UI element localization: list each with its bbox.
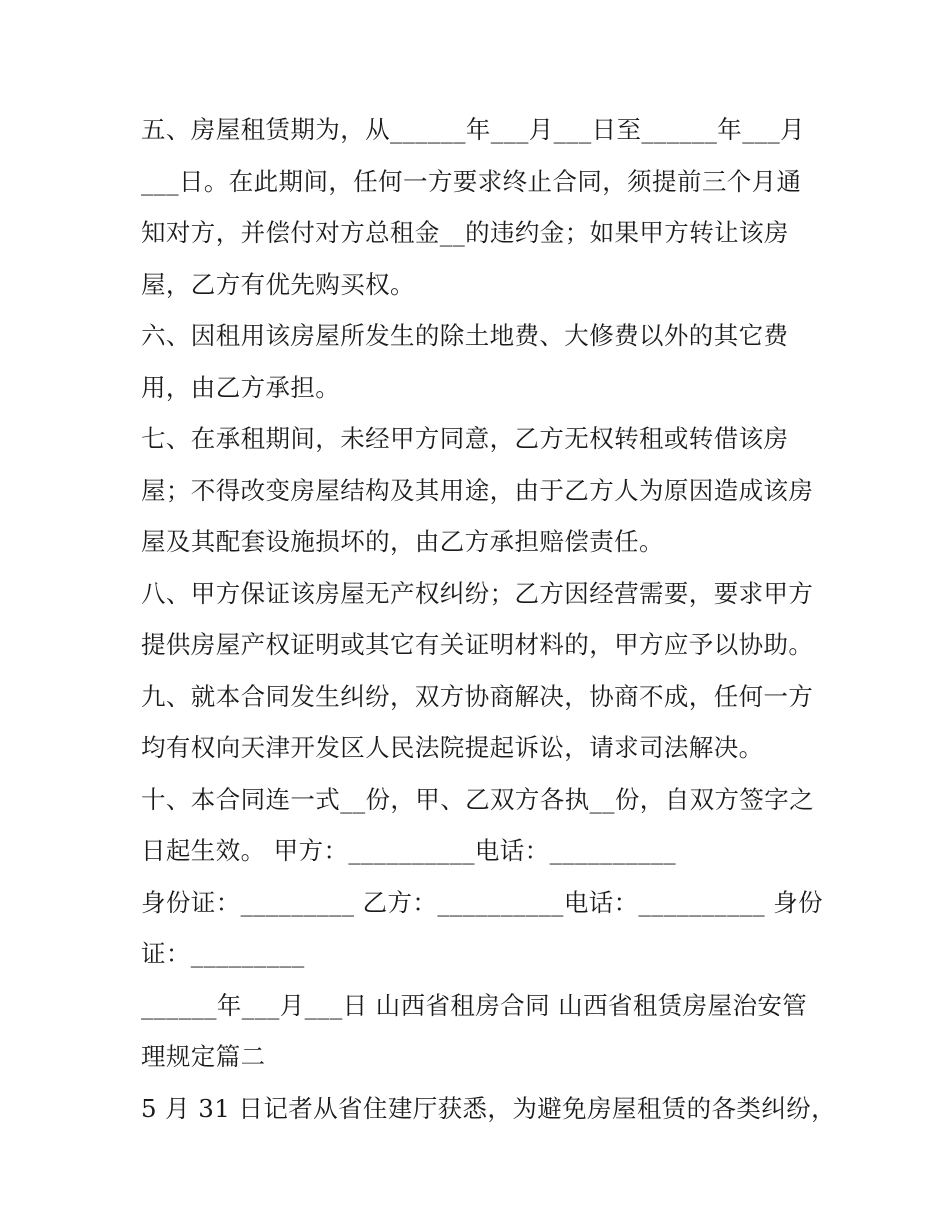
document-body: [141, 104, 837, 1134]
text-line-7: 七、在承租期间，未经甲方同意，乙方无权转租或转借该房: [141, 424, 789, 453]
text-line-1: 五、房屋租赁期为，从______年___月___日至______年___月: [141, 115, 806, 144]
text-line-10: 八、甲方保证该房屋无产权纠纷；乙方因经营需要，要求甲方: [141, 578, 814, 608]
text-line-13: 均有权向天津开发区人民法院提起诉讼，请求司法解决。: [141, 733, 764, 762]
text-line-5: 六、因租用该房屋所发生的除土地费、大修费以外的其它费: [141, 321, 789, 350]
text-line-20: 5 月 31 日记者从省住建厅获悉，为避免房屋租赁的各类纠纷，: [141, 1093, 837, 1123]
text-line-18: ______年___月___日 山西省租房合同 山西省租赁房屋治安管: [141, 990, 808, 1020]
text-line-11: 提供房屋产权证明或其它有关证明材料的，甲方应予以协助。: [141, 630, 814, 659]
text-line-12: 九、就本合同发生纠纷，双方协商解决，协商不成，任何一方: [141, 681, 814, 711]
text-line-9: 屋及其配套设施损坏的，由乙方承担赔偿责任。: [141, 527, 664, 556]
text-line-17: 证：_________: [141, 939, 305, 968]
text-line-6: 用，由乙方承担。: [141, 372, 341, 402]
text-line-19: 理规定篇二: [141, 1042, 266, 1071]
text-line-15: 日起生效。 甲方：__________电话：__________: [141, 836, 677, 865]
text-line-4: 屋，乙方有优先购买权。: [141, 269, 415, 299]
text-line-3: 知对方，并偿付对方总租金__的违约金；如果甲方转让该房: [141, 218, 789, 247]
text-line-14: 十、本合同连一式__份，甲、乙双方各执__份，自双方签字之: [141, 784, 815, 814]
text-line-8: 屋；不得改变房屋结构及其用途，由于乙方人为原因造成该房: [141, 475, 814, 505]
text-line-2: ___日。在此期间，任何一方要求终止合同，须提前三个月通: [141, 166, 802, 196]
text-line-16: 身份证：_________ 乙方：__________电话：__________ 身份: [141, 887, 824, 917]
